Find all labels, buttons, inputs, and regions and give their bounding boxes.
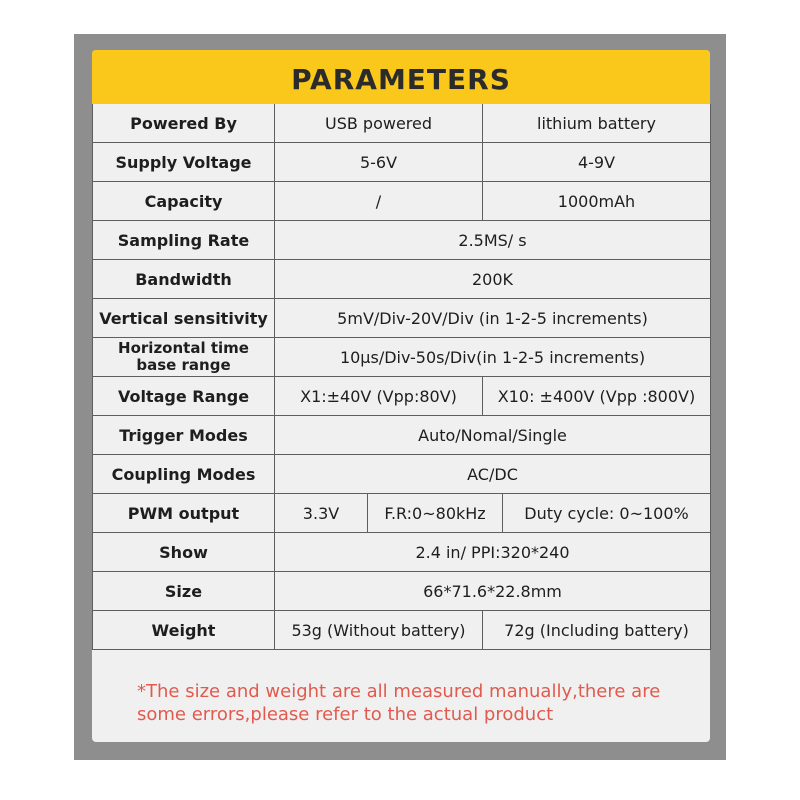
row-label: Size bbox=[93, 572, 275, 611]
row-label bbox=[93, 338, 275, 377]
table-cell: AC/DC bbox=[275, 455, 711, 494]
table-cell: 66*71.6*22.8mm bbox=[275, 572, 711, 611]
table-row-show bbox=[93, 533, 711, 572]
table-cell: 3.3V bbox=[275, 494, 368, 533]
table-cell: 1000mAh bbox=[483, 182, 711, 221]
row-label: PWM output bbox=[93, 494, 275, 533]
row-label: Capacity bbox=[93, 182, 275, 221]
row-label: Weight bbox=[93, 611, 275, 650]
title-banner bbox=[92, 50, 710, 104]
table-cell: 5-6V bbox=[275, 143, 483, 182]
table-cell: 5mV/Div-20V/Div (in 1-2-5 increments) bbox=[275, 299, 711, 338]
table-cell: X10: ±400V (Vpp :800V) bbox=[483, 377, 711, 416]
table-cell: 4-9V bbox=[483, 143, 711, 182]
row-label: Voltage Range bbox=[93, 377, 275, 416]
row-label: Show bbox=[93, 533, 275, 572]
table-row-weight bbox=[93, 611, 711, 650]
table-cell: 2.5MS/ s bbox=[275, 221, 711, 260]
table-row-supply-voltage bbox=[93, 143, 711, 182]
row-label: Sampling Rate bbox=[93, 221, 275, 260]
table-cell: 2.4 in/ PPI:320*240 bbox=[275, 533, 711, 572]
table-cell: 200K bbox=[275, 260, 711, 299]
page-title: PARAMETERS bbox=[291, 62, 511, 96]
row-label: Supply Voltage bbox=[93, 143, 275, 182]
table-cell: / bbox=[275, 182, 483, 221]
table-row-powered-by bbox=[93, 104, 711, 143]
table-cell: 72g (Including battery) bbox=[483, 611, 711, 650]
table-row-sampling-rate bbox=[93, 221, 711, 260]
table-cell: lithium battery bbox=[483, 104, 711, 143]
table-cell: Duty cycle: 0~100% bbox=[503, 494, 711, 533]
row-label: Vertical sensitivity bbox=[93, 299, 275, 338]
table-cell: 10μs/Div-50s/Div(in 1-2-5 increments) bbox=[275, 338, 711, 377]
row-label-line: base range bbox=[136, 356, 231, 374]
table-row-size bbox=[93, 572, 711, 611]
table-row-horizontal-time-base bbox=[93, 338, 711, 377]
row-label-line: Horizontal time bbox=[118, 339, 249, 357]
parameters-table bbox=[92, 104, 711, 650]
table-row-pwm-output bbox=[93, 494, 711, 533]
row-label: Coupling Modes bbox=[93, 455, 275, 494]
table-row-trigger-modes bbox=[93, 416, 711, 455]
row-label: Powered By bbox=[93, 104, 275, 143]
table-row-bandwidth bbox=[93, 260, 711, 299]
row-label: Bandwidth bbox=[93, 260, 275, 299]
table-cell: 53g (Without battery) bbox=[275, 611, 483, 650]
table-cell: X1:±40V (Vpp:80V) bbox=[275, 377, 483, 416]
table-cell: F.R:0~80kHz bbox=[368, 494, 503, 533]
table-row-capacity bbox=[93, 182, 711, 221]
table-row-vertical-sensitivity bbox=[93, 299, 711, 338]
table-cell: USB powered bbox=[275, 104, 483, 143]
row-label: Trigger Modes bbox=[93, 416, 275, 455]
table-row-coupling-modes bbox=[93, 455, 711, 494]
table-cell: Auto/Nomal/Single bbox=[275, 416, 711, 455]
measurement-note: *The size and weight are all measured manually,there are some errors,please refer to the actual product bbox=[137, 681, 661, 725]
table-row-voltage-range bbox=[93, 377, 711, 416]
